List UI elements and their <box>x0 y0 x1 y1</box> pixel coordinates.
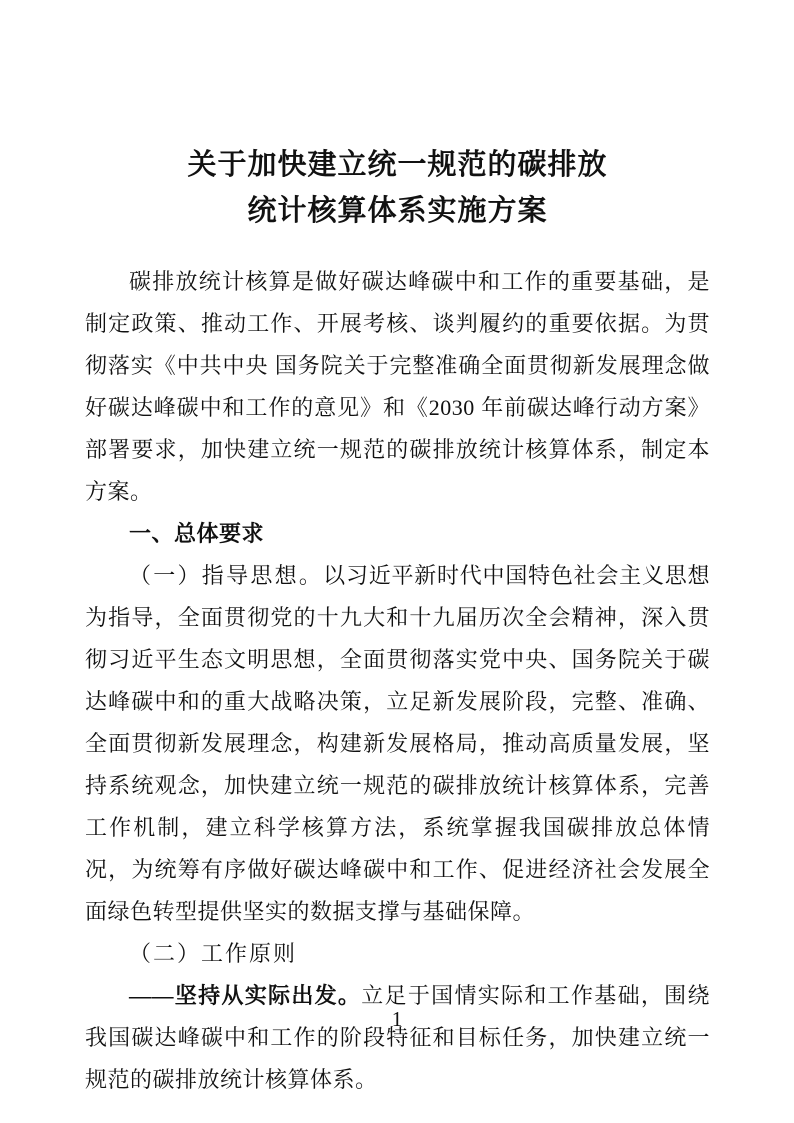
intro-paragraph <box>85 261 710 513</box>
work-principle-text: 立足于国情实际和工作基础，围绕我国碳达峰碳中和工作的阶段特征和目标任务，加快建立统一规范的碳排放统计核算体系。 <box>85 983 710 1092</box>
work-principle-lead: ——坚持从实际出发。 <box>129 983 362 1008</box>
guiding-ideology-lead: （一）指导思想。 <box>129 563 324 588</box>
guiding-ideology-text: 以习近平新时代中国特色社会主义思想为指导，全面贯彻党的十九大和十九届历次全会精神，深入贯彻习近平生态文明思想，全面贯彻落实党中央、国务院关于碳达峰碳中和的重大战略决策，立足新发展阶段，完整、准确、全面贯彻新发展理念，构建新发展格局，推动高质量发展，坚持系统观念，加快建立统一规范的碳排放统计核算体系，完善工作机制，建立科学核算方法，系统掌握我国碳排放总体情况，为统筹有序做好碳达峰碳中和工作、促进经济社会发展全面绿色转型提供坚实的数据支撑与基础保障。 <box>85 563 710 924</box>
section-heading-overall-requirements: 一、总体要求 <box>129 521 265 546</box>
document-title-line-1: 关于加快建立统一规范的碳排放 <box>187 149 608 181</box>
page-number: 1 <box>391 1007 403 1031</box>
sub-heading-work-principles: （二）工作原则 <box>129 941 298 966</box>
work-principle-paragraph <box>85 975 710 1101</box>
document-title-line-2: 统计核算体系实施方案 <box>247 195 548 227</box>
guiding-ideology-paragraph <box>85 555 710 933</box>
intro-paragraph-text: 碳排放统计核算是做好碳达峰碳中和工作的重要基础，是制定政策、推动工作、开展考核、谈判履约的重要依据。为贯彻落实《中共中央 国务院关于完整准确全面贯彻新发展理念做好碳达峰碳中和工作的意见》和《2030 年前碳达峰行动方案》部署要求，加快建立统一规范的碳排放统计核算体系，制定本方案。 <box>85 269 710 504</box>
document-title <box>85 142 710 234</box>
